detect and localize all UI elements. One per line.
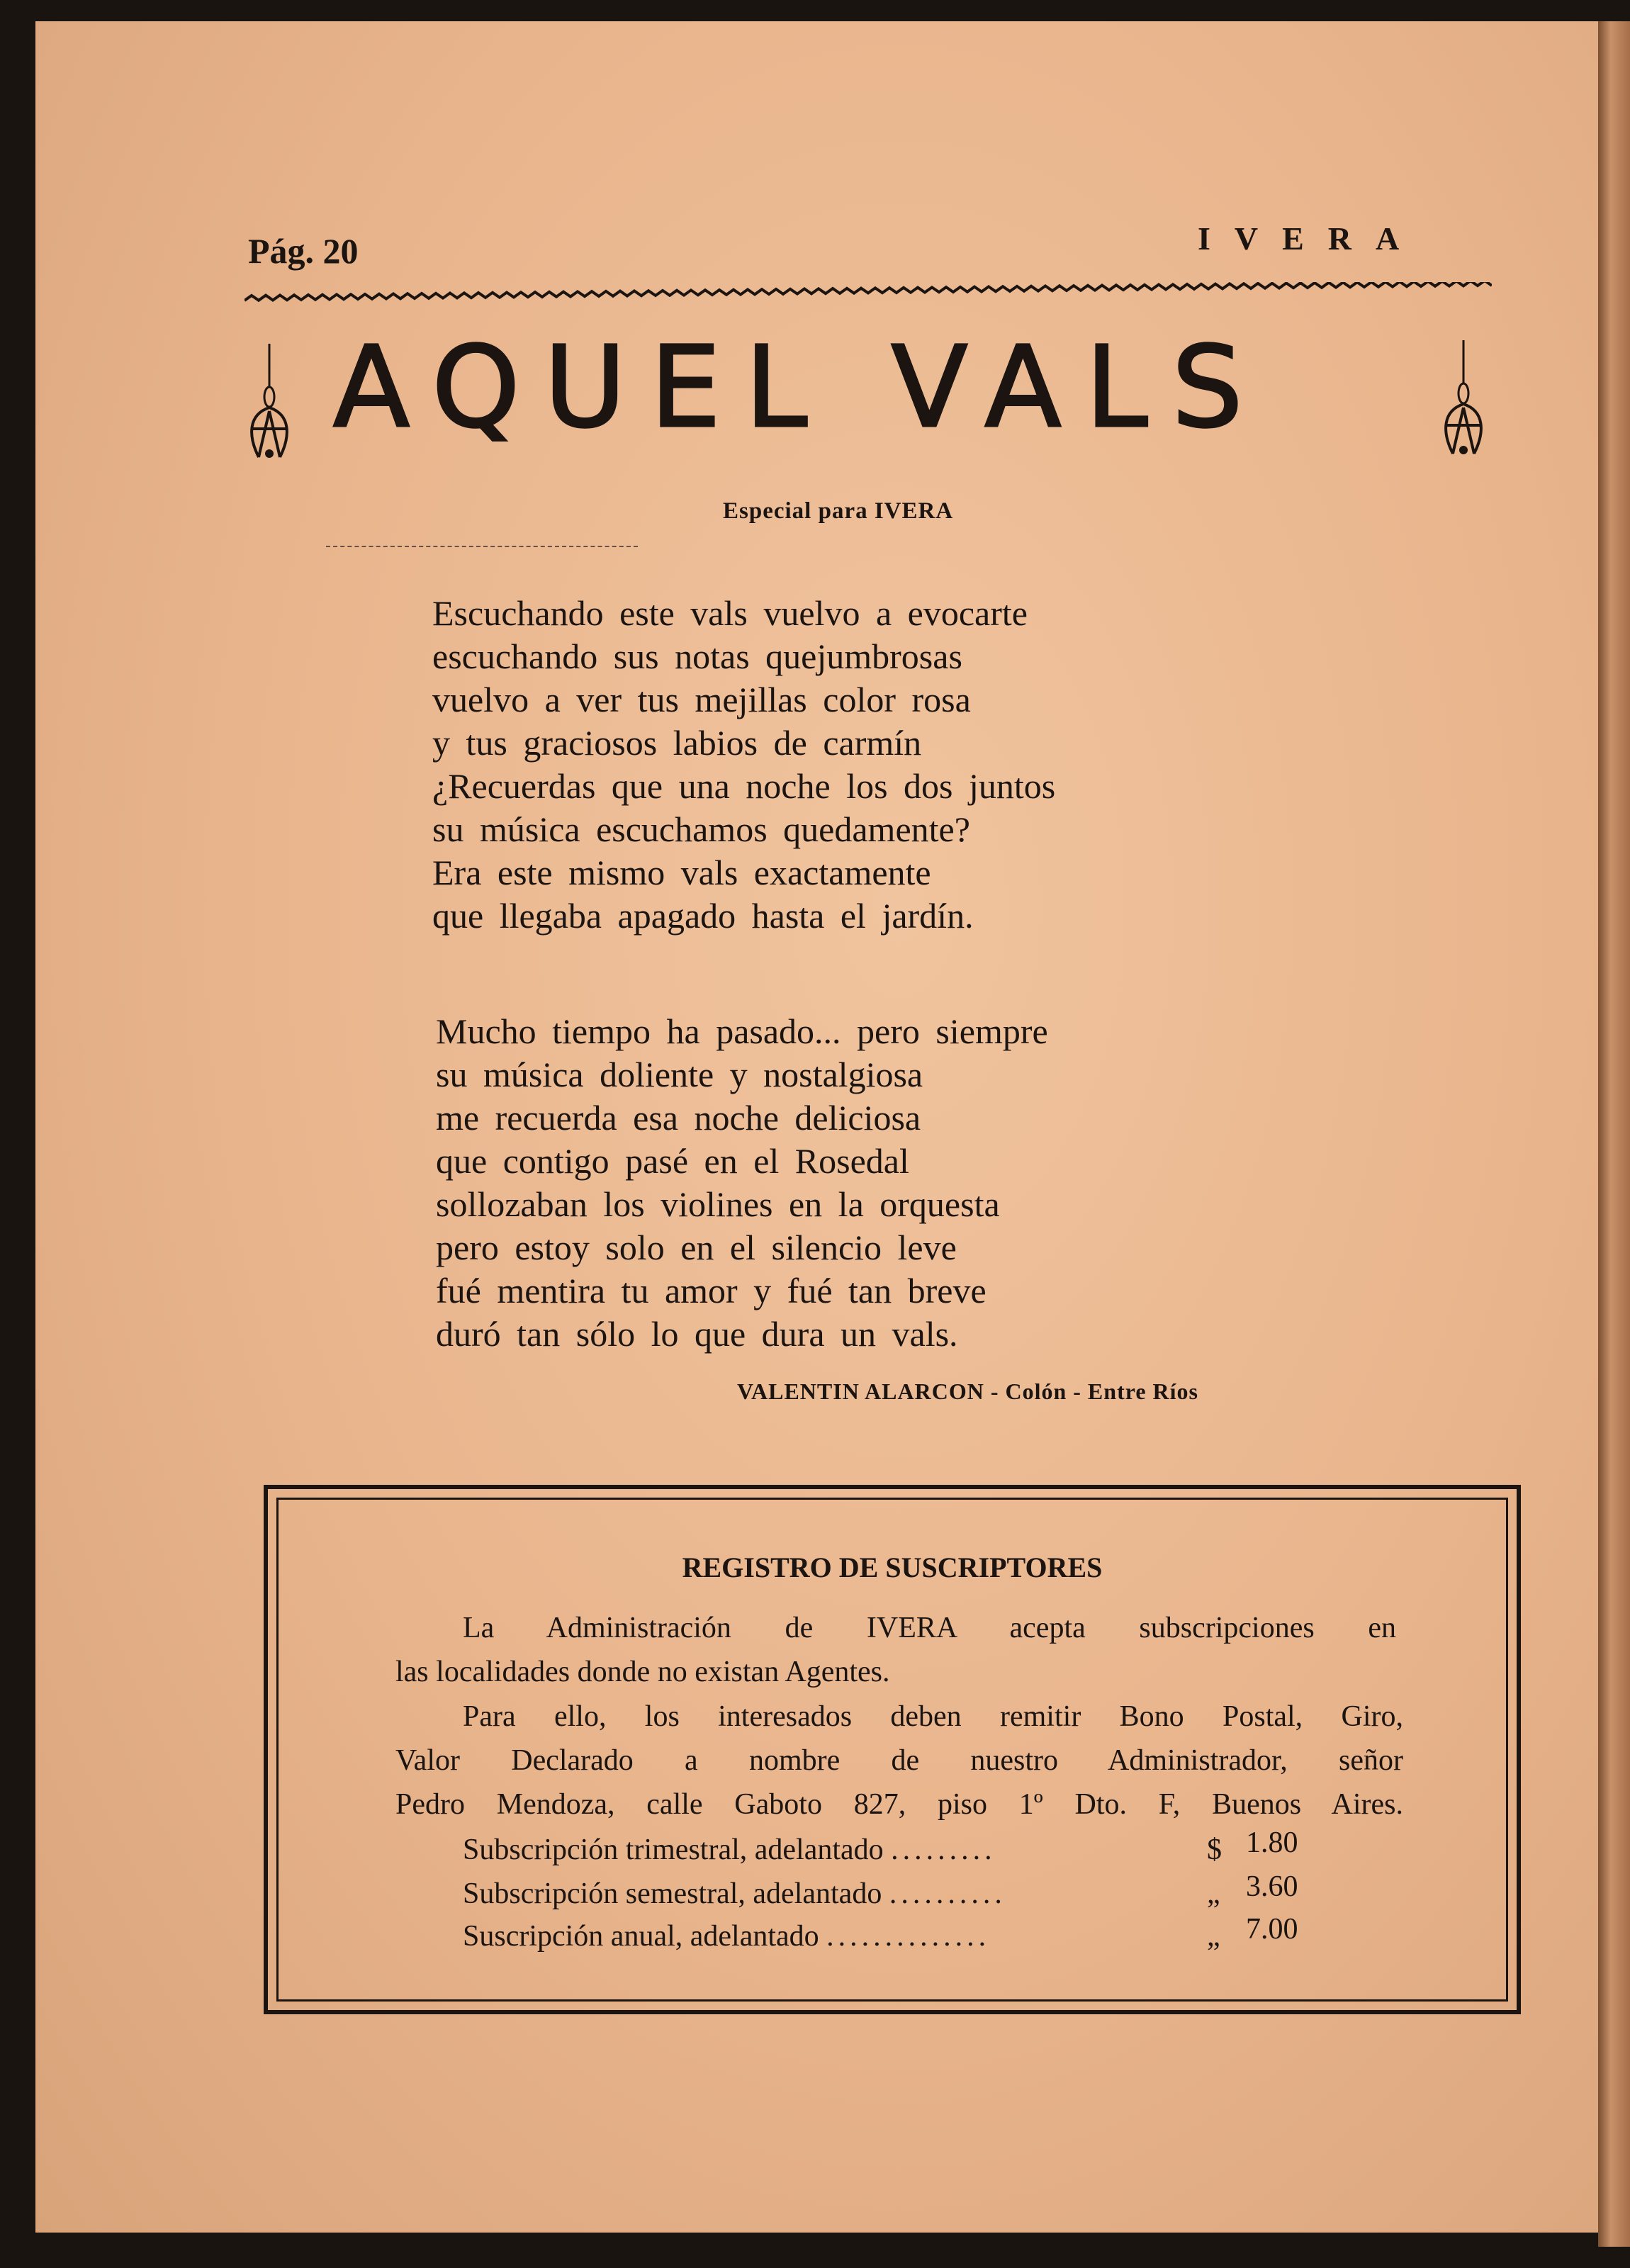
author-signature: VALENTIN ALARCON - Colón - Entre Ríos bbox=[737, 1379, 1198, 1404]
page-binding-edge bbox=[1598, 21, 1630, 2247]
poem-line: que llegaba apagado hasta el jardín. bbox=[432, 896, 974, 936]
register-line: Para ello, los interesados deben remitir Bono Postal, Giro, bbox=[463, 1700, 1403, 1733]
leader-dots: .......... bbox=[889, 1877, 1006, 1910]
poem-line: Era este mismo vals exactamente bbox=[432, 853, 931, 892]
price-row-anual bbox=[463, 1914, 1517, 1958]
zigzag-divider bbox=[244, 282, 1492, 306]
leader-dots: ......... bbox=[891, 1834, 996, 1866]
poem-line: escuchando sus notas quejumbrosas bbox=[432, 636, 962, 676]
register-line: Pedro Mendoza, calle Gaboto 827, piso 1º Dto. F, Buenos Aires. bbox=[395, 1788, 1403, 1821]
subscription-register-box bbox=[264, 1485, 1521, 2014]
poem-line: me recuerda esa noche deliciosa bbox=[436, 1098, 921, 1138]
price-amount: 1.80 bbox=[1246, 1826, 1298, 1859]
article-subtitle: Especial para IVERA bbox=[723, 498, 954, 524]
price-label: Subscripción semestral, adelantado bbox=[463, 1877, 882, 1910]
leader-dots: .............. bbox=[826, 1920, 991, 1953]
ditto-mark: „ bbox=[1207, 1877, 1220, 1910]
currency-symbol: $ bbox=[1207, 1834, 1222, 1866]
tassel-ornament-right-icon bbox=[1435, 340, 1492, 461]
stanza-2 bbox=[436, 1010, 1048, 1356]
faint-rule bbox=[326, 546, 638, 547]
poem-line: vuelvo a ver tus mejillas color rosa bbox=[432, 680, 971, 719]
poem-line: Mucho tiempo ha pasado... pero siempre bbox=[436, 1011, 1048, 1051]
poem-line: su música doliente y nostalgiosa bbox=[436, 1055, 923, 1094]
register-line: las localidades donde no existan Agentes. bbox=[395, 1656, 890, 1688]
register-line: Valor Declarado a nombre de nuestro Administrador, señor bbox=[395, 1744, 1403, 1777]
magazine-name: IVERA bbox=[1198, 220, 1424, 257]
price-label: Subscripción trimestral, adelantado bbox=[463, 1834, 884, 1866]
poem-line: su música escuchamos quedamente? bbox=[432, 809, 970, 849]
price-amount: 3.60 bbox=[1246, 1870, 1298, 1903]
poem-line: duró tan sólo lo que dura un vals. bbox=[436, 1314, 958, 1354]
poem-line: ¿Recuerdas que una noche los dos juntos bbox=[432, 766, 1056, 806]
register-line: La Administración de IVERA acepta subscripciones en bbox=[463, 1612, 1396, 1644]
tassel-ornament-left-icon bbox=[241, 344, 298, 464]
price-row-semestral bbox=[463, 1872, 1517, 1916]
stanza-1 bbox=[432, 592, 1055, 938]
poem-line: y tus graciosos labios de carmín bbox=[432, 723, 922, 763]
article-title: AQUEL VALS bbox=[333, 322, 1267, 453]
poem-line: fué mentira tu amor y fué tan breve bbox=[436, 1271, 987, 1310]
price-row-trimestral bbox=[463, 1828, 1517, 1872]
poem-line: que contigo pasé en el Rosedal bbox=[436, 1141, 909, 1181]
poem-line: Escuchando este vals vuelvo a evocarte bbox=[432, 593, 1028, 633]
ditto-mark: „ bbox=[1207, 1920, 1220, 1953]
poem-line: pero estoy solo en el silencio leve bbox=[436, 1228, 957, 1267]
poem-line: sollozaban los violines en la orquesta bbox=[436, 1184, 1000, 1224]
price-amount: 7.00 bbox=[1246, 1913, 1298, 1946]
register-heading: REGISTRO DE SUSCRIPTORES bbox=[682, 1551, 1103, 1583]
price-label: Suscripción anual, adelantado bbox=[463, 1920, 819, 1953]
page-number: Pág. 20 bbox=[248, 231, 359, 271]
